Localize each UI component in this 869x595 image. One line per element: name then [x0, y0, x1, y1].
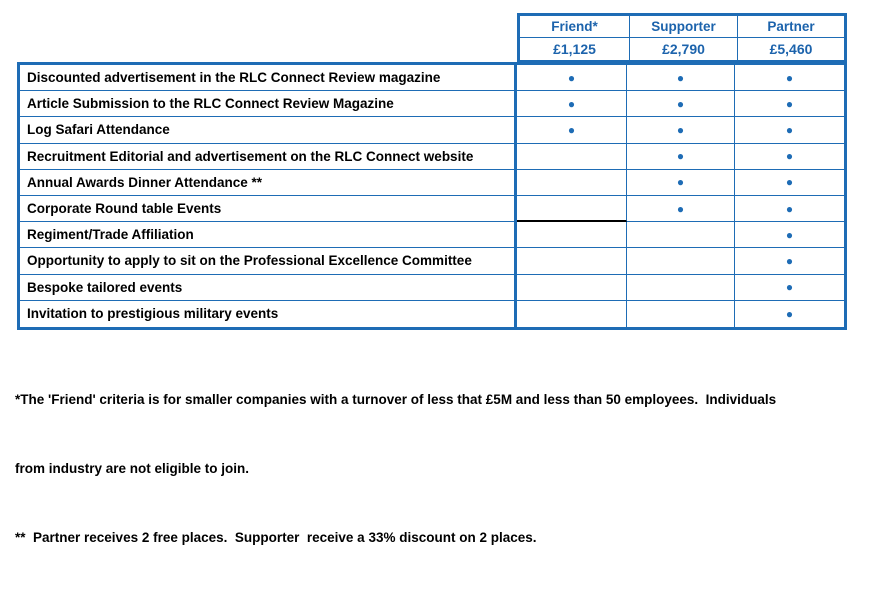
footnote-friend-criteria-line1: *The 'Friend' criteria is for smaller companies with a turnover of less that £5M and less than 50 employees. Individuals — [15, 392, 777, 407]
benefit-label: Recruitment Editorial and advertisement on the RLC Connect website — [20, 144, 517, 170]
benefits-table — [17, 62, 847, 330]
benefit-label: Discounted advertisement in the RLC Connect Review magazine — [20, 65, 517, 91]
benefit-dot-supporter — [627, 222, 735, 248]
benefit-label: Opportunity to apply to sit on the Professional Excellence Committee — [20, 248, 517, 274]
tier-price-friend: £1,125 — [520, 38, 630, 60]
benefit-label: Regiment/Trade Affiliation — [20, 222, 517, 248]
benefit-dot-supporter — [627, 248, 735, 274]
benefit-dot-partner: ● — [785, 306, 794, 321]
benefit-label: Article Submission to the RLC Connect Review Magazine — [20, 91, 517, 117]
tier-header-supporter: Supporter — [630, 16, 738, 38]
benefit-dot-friend — [517, 144, 627, 170]
benefit-label: Bespoke tailored events — [20, 275, 517, 301]
tier-header-partner: Partner — [738, 16, 844, 38]
footnote-friend-criteria-line2: from industry are not eligible to join. — [15, 461, 250, 476]
benefit-dot-friend — [517, 275, 627, 301]
benefit-label: Invitation to prestigious military events — [20, 301, 517, 327]
benefit-dot-partner: ● — [735, 196, 844, 222]
benefit-dot-friend — [517, 196, 627, 222]
benefit-label: Corporate Round table Events — [20, 196, 517, 222]
tier-header-friend: Friend* — [520, 16, 630, 38]
benefit-dot-partner: ● — [735, 170, 844, 196]
benefit-dot-friend — [517, 170, 627, 196]
benefit-dot-supporter — [627, 275, 735, 301]
benefit-dot-supporter: ● — [627, 196, 735, 222]
benefit-dot-friend: ● — [517, 117, 627, 143]
benefit-dot-partner: ● — [735, 65, 844, 91]
pricing-header-table — [517, 13, 847, 63]
benefit-dot-supporter: ● — [627, 65, 735, 91]
benefit-dot-supporter: ● — [627, 91, 735, 117]
benefit-label: Log Safari Attendance — [20, 117, 517, 143]
benefit-dot-friend: ● — [517, 65, 627, 91]
tier-price-partner: £5,460 — [769, 41, 813, 57]
benefit-dot-friend — [517, 301, 627, 327]
benefit-dot-partner: ● — [735, 248, 844, 274]
benefit-dot-partner: ● — [735, 222, 844, 248]
benefit-dot-friend — [517, 222, 627, 248]
benefit-dot-supporter — [627, 301, 735, 327]
benefit-dot-partner: ● — [735, 91, 844, 117]
footnotes — [15, 342, 863, 595]
tier-price-supporter: £2,790 — [630, 38, 738, 60]
benefit-dot-partner: ● — [735, 275, 844, 301]
benefit-dot-supporter: ● — [627, 144, 735, 170]
benefit-dot-friend: ● — [517, 91, 627, 117]
benefit-label: Annual Awards Dinner Attendance ** — [20, 170, 517, 196]
benefit-dot-friend — [517, 248, 627, 274]
benefit-dot-partner: ● — [735, 144, 844, 170]
footnote-places-discount: ** Partner receives 2 free places. Supporter receive a 33% discount on 2 places. — [15, 530, 537, 545]
benefit-dot-supporter: ● — [627, 170, 735, 196]
benefit-dot-supporter: ● — [627, 117, 735, 143]
benefit-dot-partner: ● — [735, 117, 844, 143]
